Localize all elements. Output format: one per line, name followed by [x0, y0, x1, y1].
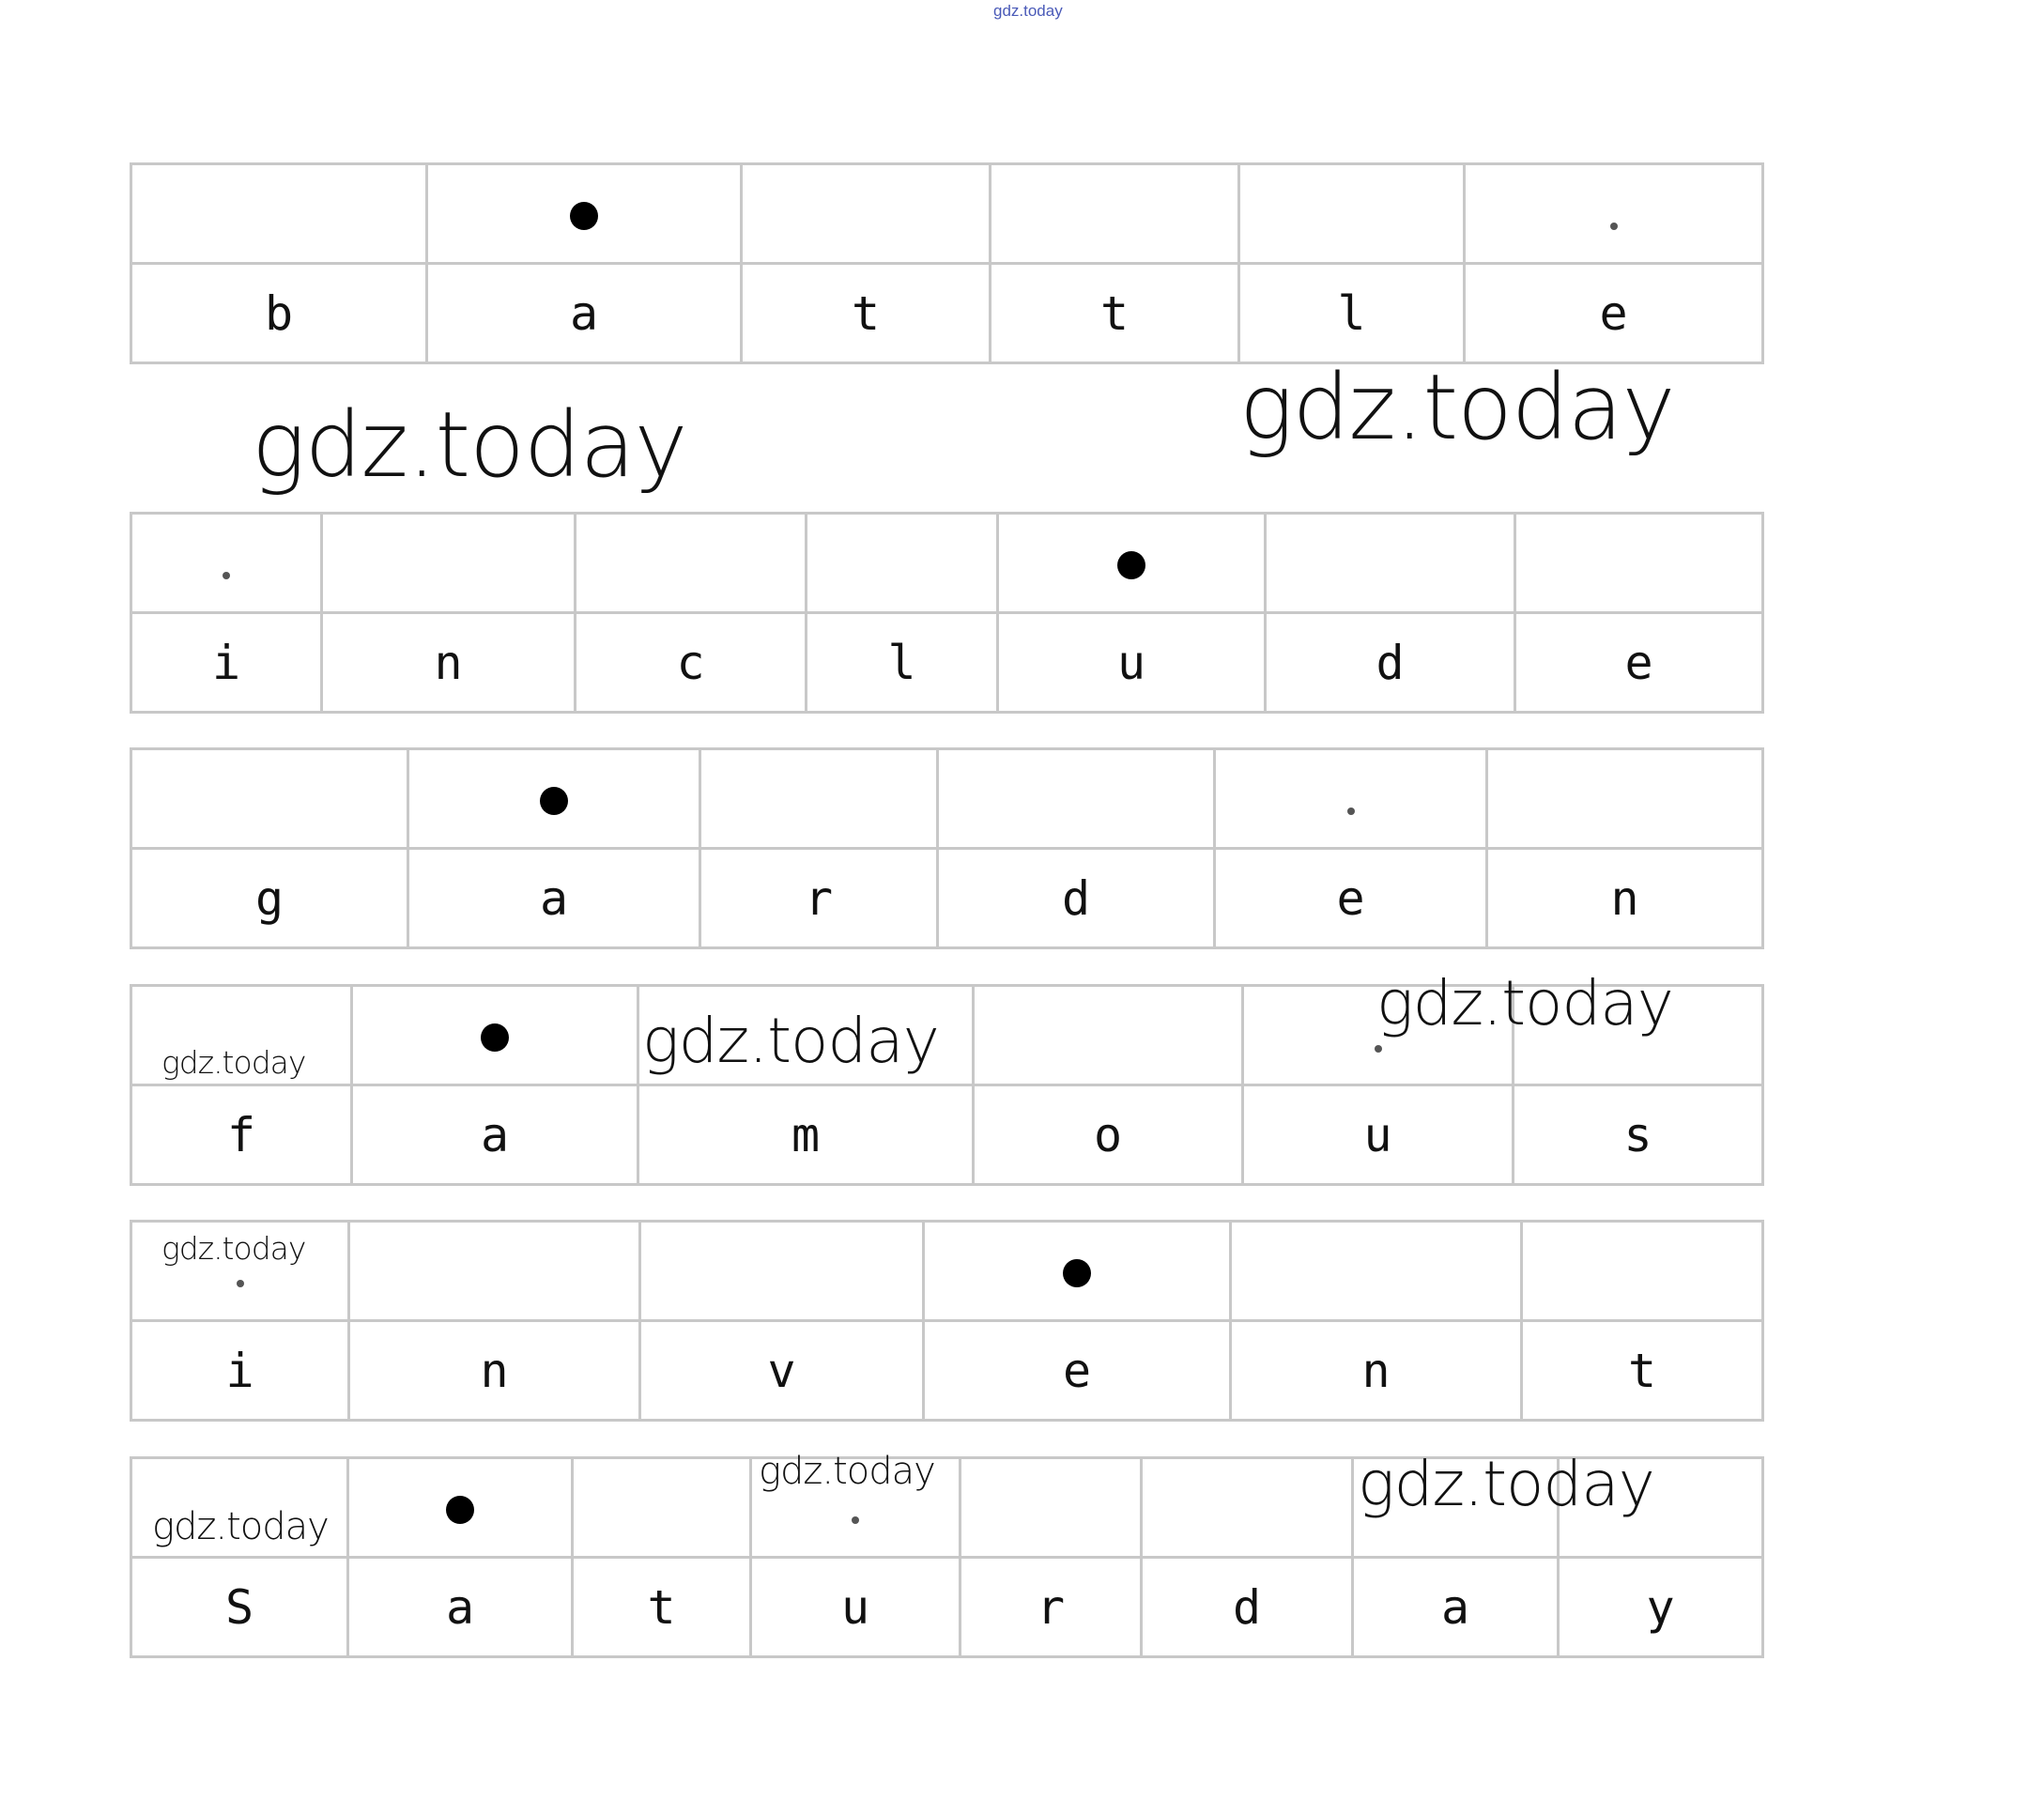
secondary-stress-dot — [237, 1280, 244, 1287]
stress-cell — [961, 1458, 1142, 1558]
secondary-stress-dot — [223, 572, 230, 579]
letter-cell: y — [1559, 1558, 1763, 1657]
stress-row — [131, 749, 1763, 849]
stress-cell — [131, 749, 408, 849]
stress-cell — [427, 164, 742, 264]
stress-cell — [1514, 986, 1763, 1085]
stress-row — [131, 1458, 1763, 1558]
letter-cell: a — [408, 849, 700, 948]
word-table-garden — [130, 747, 1764, 949]
letter-cell: e — [1465, 264, 1763, 363]
word-table-invent — [130, 1220, 1764, 1422]
site-header[interactable]: gdz.today — [993, 2, 1063, 20]
letter-cell: t — [1522, 1321, 1763, 1421]
primary-stress-dot — [570, 202, 598, 230]
stress-cell — [1142, 1458, 1353, 1558]
letter-cell: n — [322, 613, 576, 713]
stress-cell — [938, 749, 1215, 849]
letter-cell: e — [1515, 613, 1763, 713]
word-table-include — [130, 512, 1764, 714]
letter-cell: m — [638, 1085, 974, 1185]
letter-cell: r — [700, 849, 938, 948]
letter-cell: u — [998, 613, 1266, 713]
stress-cell — [408, 749, 700, 849]
stress-cell — [1231, 1222, 1522, 1321]
letter-cell: d — [1142, 1558, 1353, 1657]
stress-cell — [573, 1458, 751, 1558]
letter-cell: n — [349, 1321, 640, 1421]
stress-cell — [991, 164, 1239, 264]
letter-cell: a — [427, 264, 742, 363]
stress-row — [131, 986, 1763, 1085]
watermark: gdz.today — [1239, 355, 1675, 460]
stress-cell — [348, 1458, 573, 1558]
stress-cell — [131, 986, 352, 1085]
letter-cell: l — [807, 613, 998, 713]
watermark: gdz.today — [642, 1005, 939, 1077]
watermark: gdz.today — [252, 392, 687, 498]
letter-cell: t — [742, 264, 991, 363]
letter-row — [131, 264, 1763, 363]
stress-cell — [1487, 749, 1763, 849]
stress-cell — [974, 986, 1243, 1085]
letter-cell: i — [131, 613, 322, 713]
letter-cell: a — [348, 1558, 573, 1657]
letter-cell: g — [131, 849, 408, 948]
stress-cell — [1215, 749, 1487, 849]
stress-cell — [1522, 1222, 1763, 1321]
stress-cell — [1515, 514, 1763, 613]
letter-row — [131, 849, 1763, 948]
stress-row — [131, 514, 1763, 613]
stress-cell — [1465, 164, 1763, 264]
letter-cell: r — [961, 1558, 1142, 1657]
letter-cell: n — [1231, 1321, 1522, 1421]
stress-cell — [998, 514, 1266, 613]
stress-cell — [131, 1222, 349, 1321]
stress-cell — [1559, 1458, 1763, 1558]
primary-stress-dot — [540, 787, 568, 815]
stress-cell — [1266, 514, 1515, 613]
letter-row — [131, 1085, 1763, 1185]
stress-cell — [131, 164, 427, 264]
watermark: gdz.today — [1358, 1448, 1654, 1520]
watermark: gdz.today — [152, 1505, 329, 1548]
letter-cell: i — [131, 1321, 349, 1421]
stress-cell — [751, 1458, 961, 1558]
stress-cell — [131, 514, 322, 613]
secondary-stress-dot — [1347, 808, 1355, 815]
letter-cell: t — [991, 264, 1239, 363]
word-table-saturday — [130, 1456, 1764, 1658]
stress-cell — [700, 749, 938, 849]
letter-cell: e — [1215, 849, 1487, 948]
primary-stress-dot — [481, 1023, 509, 1052]
watermark: gdz.today — [161, 1044, 306, 1081]
watermark: gdz.today — [759, 1450, 935, 1493]
stress-row — [131, 164, 1763, 264]
secondary-stress-dot — [1375, 1045, 1382, 1053]
primary-stress-dot — [1063, 1259, 1091, 1287]
stress-cell — [640, 1222, 924, 1321]
stress-cell — [638, 986, 974, 1085]
letter-cell: f — [131, 1085, 352, 1185]
letter-cell: t — [573, 1558, 751, 1657]
letter-cell: d — [1266, 613, 1515, 713]
stress-cell — [352, 986, 638, 1085]
letter-cell: v — [640, 1321, 924, 1421]
secondary-stress-dot — [852, 1516, 859, 1524]
stress-cell — [131, 1458, 348, 1558]
stress-cell — [576, 514, 807, 613]
word-table-battle — [130, 162, 1764, 364]
letter-cell: o — [974, 1085, 1243, 1185]
letter-row — [131, 1321, 1763, 1421]
watermark: gdz.today — [161, 1230, 306, 1267]
word-table-famous — [130, 984, 1764, 1186]
primary-stress-dot — [1117, 551, 1145, 579]
letter-row — [131, 1558, 1763, 1657]
letter-cell: d — [938, 849, 1215, 948]
letter-cell: a — [352, 1085, 638, 1185]
stress-cell — [807, 514, 998, 613]
stress-cell — [742, 164, 991, 264]
stress-cell — [1353, 1458, 1559, 1558]
secondary-stress-dot — [1610, 223, 1618, 230]
watermark: gdz.today — [1376, 967, 1673, 1039]
letter-cell: u — [751, 1558, 961, 1657]
stress-cell — [1243, 986, 1514, 1085]
stress-cell — [924, 1222, 1231, 1321]
stress-cell — [322, 514, 576, 613]
stress-cell — [1239, 164, 1465, 264]
letter-row — [131, 613, 1763, 713]
letter-cell: S — [131, 1558, 348, 1657]
stress-cell — [349, 1222, 640, 1321]
stress-row — [131, 1222, 1763, 1321]
letter-cell: l — [1239, 264, 1465, 363]
primary-stress-dot — [446, 1496, 474, 1524]
letter-cell: u — [1243, 1085, 1514, 1185]
letter-cell: e — [924, 1321, 1231, 1421]
letter-cell: s — [1514, 1085, 1763, 1185]
letter-cell: c — [576, 613, 807, 713]
letter-cell: n — [1487, 849, 1763, 948]
letter-cell: b — [131, 264, 427, 363]
letter-cell: a — [1353, 1558, 1559, 1657]
